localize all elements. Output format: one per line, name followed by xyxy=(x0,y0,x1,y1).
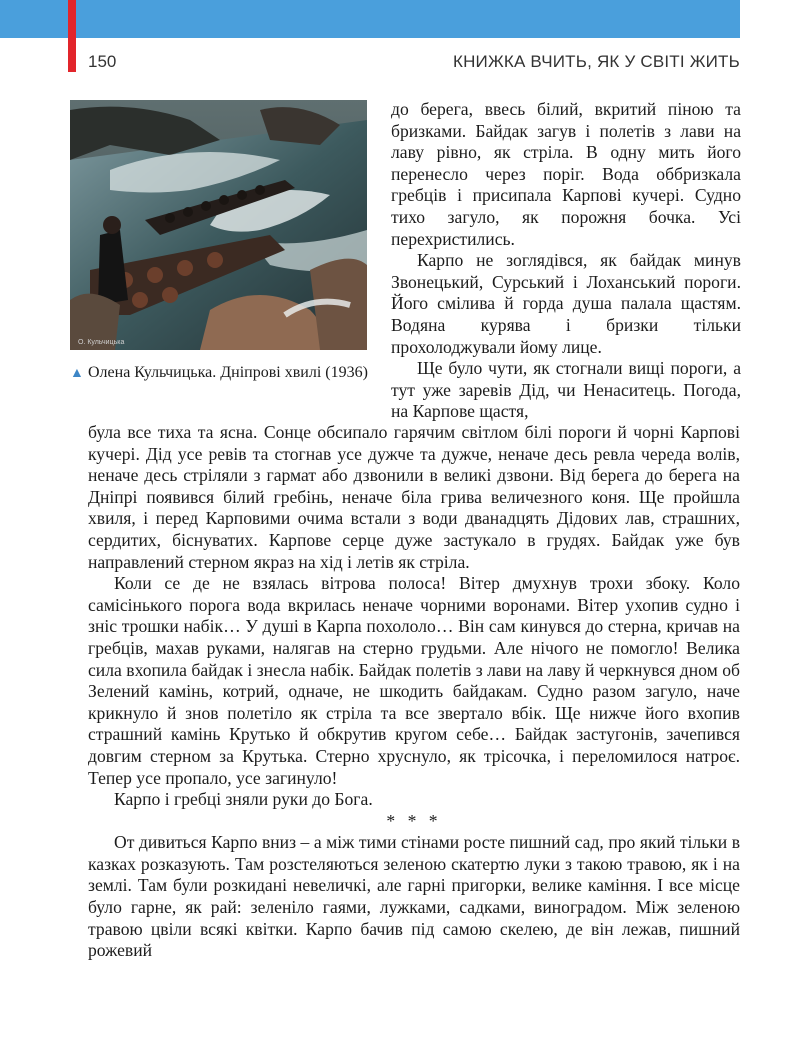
paragraph: От дивиться Карпо вниз – а між тими стінами росте пишний сад, про який тільки в казках розказують. Там розстеляються зеленою скатертю луки з такою травою, як і на землі. Там були розкидані невеличкі, але гарні пригорки, велике каміння. І все місце було гарне, як рай: зеленіло гаями, лужками, садками, виноградом. Між зеленою травою цвіли всякі квітки. Карпо бачив під самою скелею, де він лежав, пишний рожевий xyxy=(88,832,740,961)
paragraph: Ще було чути, як стогнали вищі пороги, а тут уже заревів Дід, чи Ненаситець. Погода, на Карпове щастя, xyxy=(391,358,741,422)
paragraph: була все тиха та ясна. Сонце обсипало гарячим світлом білі пороги й чорні Карпові кучері. Дід усе ревів та стогнав усе дужче та дужче, неначе десь ревла череда волів, неначе десь стріляли з гармат або дзвонили в великі дзвони. Від берега до берега на Дніпрі появився білий гребінь, неначе біла грива величезного коня. Ще пройшла хвиля, і перед Карповими очима встали з води дванадцять Дідових лав, страшних, сердитих, біснуватих. Карпове серце дуже застукало в грудях. Байдак уже був направлений стерном якраз на хід і летів як стріла. xyxy=(88,422,740,572)
painting-caption xyxy=(70,362,370,384)
page-number: 150 xyxy=(88,52,117,71)
right-column-text xyxy=(391,99,741,423)
book-title: КНИЖКА ВЧИТЬ, ЯК У СВІТІ ЖИТЬ xyxy=(452,52,740,71)
paragraph: до берега, ввесь білий, вкритий піною та бризками. Байдак загув і полетів з лави на лаву рівно, як стріла. В одну мить його перенесло через поріг. Вода оббризкала гребців і присипала Карпові кучері. Судно тихо загуло, як порожня бочка. Усі перехристились. xyxy=(391,99,741,249)
section-separator: * * * xyxy=(386,810,442,831)
triangle-marker-icon: ▲ xyxy=(70,366,84,381)
header-accent-bar xyxy=(0,0,740,38)
paragraph: Карпо не зоглядівся, як байдак минув Звонецький, Сурський і Лоханський пороги. Його смілива й горда душа палала щастям. Водяна курява і бризки тільки прохолоджували йому лице. xyxy=(391,250,741,357)
caption-text: Олена Кульчицька. Дніпрові хвилі (1936) xyxy=(88,364,368,381)
paragraph: Карпо і гребці зняли руки до Бога. xyxy=(114,789,373,810)
running-header xyxy=(88,50,740,76)
page-marker-bar xyxy=(68,0,76,72)
painting-image xyxy=(70,100,367,350)
main-text xyxy=(88,422,740,962)
painting-signature: О. Кульчицька xyxy=(78,339,125,346)
paragraph: Коли се де не взялась вітрова полоса! Вітер дмухнув трохи збоку. Коло самісінького порога вода вкрилась неначе чорними воронами. Вітер ухопив судно і зніс трошки набік… У душі в Карпа похололо… Він сам кинувся до стерна, кричав на гребців, махав руками, налягав на стерно грудьми. Але нічого не помогло! Велика сила вхопила байдак і знесла набік. Байдак полетів з лави на лаву й черкнувся дном об Зелений камінь, котрий, одначе, не шкодить байдакам. Судно разом загуло, наче крикнуло й знов полетіло як стріла та все звертало вбік. Ще нижче його вхопив страшний камінь Крутько й обкрутив кругом себе… Байдак застугонів, зачепився довгим стерном за Крутька. Стерно хруснуло, як трісочка, і переломилося натроє. Тепер усе пропало, усе загинуло! xyxy=(88,573,740,788)
